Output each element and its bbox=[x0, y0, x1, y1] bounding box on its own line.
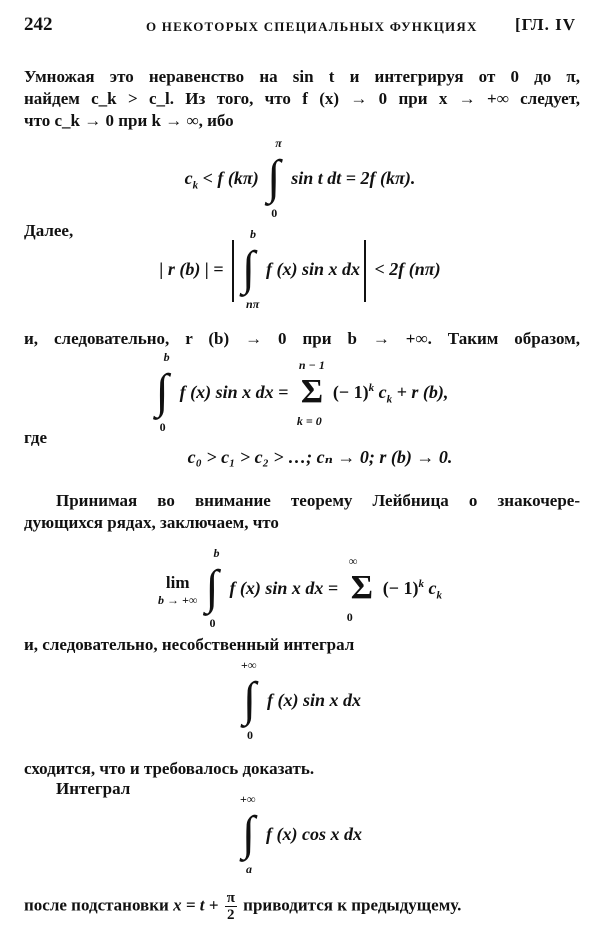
sum-lower: k = 0 bbox=[296, 414, 322, 428]
limit-operator bbox=[158, 573, 197, 608]
text-line: где bbox=[24, 428, 48, 447]
fraction-denominator: 2 bbox=[227, 907, 235, 923]
abs-bar-left bbox=[232, 240, 234, 302]
upper-limit: +∞ bbox=[240, 792, 256, 806]
integral-sign: ∫ π 0 bbox=[267, 136, 282, 220]
eq-text: + r (b), bbox=[392, 382, 449, 403]
eq-symbol: c bbox=[184, 168, 193, 189]
lower-limit: 0 bbox=[247, 728, 253, 742]
eq-power: k bbox=[418, 578, 424, 591]
equation-4 bbox=[20, 447, 600, 468]
paragraph-2 bbox=[24, 328, 580, 350]
chapter-marker: [ГЛ. IV bbox=[515, 15, 576, 34]
paragraph-4 bbox=[24, 634, 580, 656]
page-number: 242 bbox=[24, 14, 53, 35]
equation-6 bbox=[0, 658, 600, 742]
eq-text: (− 1) bbox=[382, 578, 419, 599]
lower-limit: 0 bbox=[159, 420, 166, 434]
upper-limit: b bbox=[250, 227, 257, 241]
paragraph-6 bbox=[56, 778, 600, 800]
running-header bbox=[24, 14, 576, 42]
sum-sign: Σ ∞ 0 bbox=[346, 554, 373, 624]
equation-1 bbox=[0, 136, 600, 220]
paragraph-5 bbox=[24, 758, 580, 780]
text-line: Далее, bbox=[24, 221, 74, 240]
sum-upper: n − 1 bbox=[298, 358, 325, 372]
eq-text: < 2f (nπ) bbox=[370, 259, 441, 280]
formula: x = t + bbox=[173, 895, 223, 915]
eq-text: f (x) sin x dx = bbox=[179, 382, 293, 403]
eq-power: k bbox=[368, 382, 375, 395]
sum-upper: ∞ bbox=[348, 554, 358, 568]
sum-lower: 0 bbox=[346, 610, 353, 624]
eq-text: f (x) sin x dx bbox=[266, 259, 361, 280]
integral-sign: ∫ b 0 bbox=[205, 546, 220, 630]
eq-text: c bbox=[374, 382, 387, 403]
eq-text: c₀ > c₁ > c₂ > …; cₙ → 0; r (b) → 0. bbox=[187, 447, 453, 467]
lower-limit: 0 bbox=[209, 616, 216, 630]
integral-sign: ∫ +∞ 0 bbox=[241, 658, 257, 742]
lim-subscript: b → +∞ bbox=[158, 592, 198, 607]
eq-subscript: k bbox=[436, 589, 442, 602]
lim-word: lim bbox=[165, 572, 190, 592]
text-line: Умножая это неравенство на sin t и интегрируя от 0 до π, bbox=[24, 67, 580, 86]
paragraph-1 bbox=[24, 66, 580, 132]
eq-text: sin t dt = 2f (kπ). bbox=[291, 168, 416, 189]
text-line: найдем c_k > c_l. Из того, что f (x) → 0 при x → +∞ следует, bbox=[24, 89, 580, 108]
upper-limit: b bbox=[163, 350, 170, 364]
paragraph-3 bbox=[24, 490, 580, 534]
eq-text: (− 1) bbox=[332, 382, 369, 403]
paragraph-dalee bbox=[24, 220, 580, 242]
eq-text: | r (b) | = bbox=[159, 259, 229, 280]
text-line: дующихся рядах, заключаем, что bbox=[24, 513, 279, 532]
fraction bbox=[225, 890, 237, 923]
abs-bar-right bbox=[364, 240, 366, 302]
text-line: Интеграл bbox=[56, 779, 131, 798]
text-line: и, следовательно, несобственный интеграл bbox=[24, 635, 355, 654]
paragraph-7 bbox=[24, 890, 580, 923]
text-span: приводится к предыдущему. bbox=[238, 895, 462, 915]
lower-limit: nπ bbox=[246, 297, 260, 311]
sum-sign: Σ n − 1 k = 0 bbox=[296, 358, 325, 428]
integral-sign: ∫ b nπ bbox=[242, 227, 260, 311]
equation-7 bbox=[0, 792, 600, 876]
upper-limit: π bbox=[275, 136, 282, 150]
eq-text: f (x) sin x dx bbox=[267, 690, 361, 711]
lower-limit: a bbox=[246, 862, 252, 876]
eq-text: < f (kπ) bbox=[198, 168, 264, 189]
integral-sign: ∫ +∞ a bbox=[240, 792, 256, 876]
running-title: О НЕКОТОРЫХ СПЕЦИАЛЬНЫХ ФУНКЦИЯХ bbox=[146, 19, 478, 34]
text-line: сходится, что и требовалось доказать. bbox=[24, 759, 315, 778]
upper-limit: b bbox=[213, 546, 220, 560]
paragraph-gde bbox=[24, 427, 580, 449]
integral-sign: ∫ b 0 bbox=[155, 350, 170, 434]
eq-text: f (x) sin x dx = bbox=[229, 578, 343, 599]
eq-subscript: k bbox=[386, 393, 393, 406]
lower-limit: 0 bbox=[271, 206, 278, 220]
text-span: после подстановки bbox=[24, 895, 174, 915]
upper-limit: +∞ bbox=[241, 658, 257, 672]
eq-text: c bbox=[423, 578, 437, 599]
equation-3 bbox=[0, 350, 600, 434]
eq-text: f (x) cos x dx bbox=[266, 824, 362, 845]
text-line: Принимая во внимание теорему Лейбница о знакочере- bbox=[56, 491, 580, 510]
text-line: что c_k → 0 при k → ∞, ибо bbox=[24, 111, 234, 130]
equation-5 bbox=[0, 546, 600, 630]
text-line: и, следовательно, r (b) → 0 при b → +∞. Таким образом, bbox=[24, 329, 580, 348]
fraction-numerator: π bbox=[226, 890, 235, 906]
eq-subscript: k bbox=[192, 179, 199, 192]
